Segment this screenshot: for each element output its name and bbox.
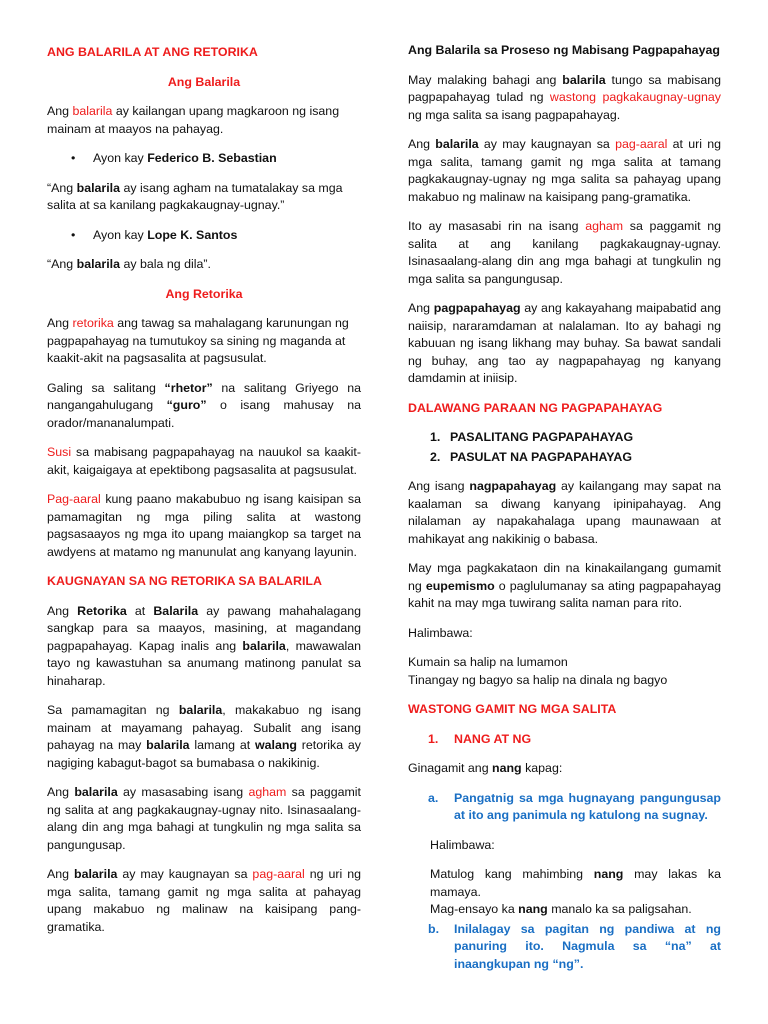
paragraph: May malaking bahagi ang balarila tungo sa mabisang pagpapahayag tulad ng wastong pagkakaugnay-ugnay ng mga salita sa isang pagpapahayag. (408, 72, 721, 122)
paragraph: Ginagamit ang nang kapag: (408, 761, 563, 775)
example-line: Matulog kang mahimbing nang may lakas ka mamaya. (430, 867, 721, 899)
example-line: Tinangay ng bagyo sa halip na dinala ng bagyo (408, 672, 668, 687)
bullet-item: • Ayon kay Lope K. Santos (47, 227, 361, 245)
paragraph: Galing sa salitang “rhetor” na salitang Griyego na nangangahulugang “guro” o isang mahusay na orador/mananalumpati. (47, 380, 362, 430)
paragraph: Sa pamamagitan ng balarila, makakabuo ng isang mainam at mayamang pahayag. Subalit ang isang pahayag na may balarila lamang at walang retorika ay nagiging kabagut-bagot sa bumabasa o nakikinig. (47, 703, 362, 770)
section-title: Ang Balarila sa Proseso ng Mabisang Pagpapahayag (408, 43, 720, 57)
lettered-item: b. Inilalagay sa pagitan ng pandiwa at ng panuring ito. Nagmula sa “na” at inaangkupan ng “ng”. (428, 921, 721, 971)
paragraph: Ang balarila ay masasabing isang agham sa paggamit ng salita at ang pagkakaugnay-ugnay nito. Isinasaalang-alang din ang mga bahagi at tungkulin ng mga salita sa pangungusap. (47, 785, 361, 852)
list-item: 2. PASULAT NA PAGPAPAHAYAG (430, 449, 632, 464)
paragraph: May mga pagkakataon din na kinakailangang gumamit ng eupemismo o paglulumanay sa ating pagpapahayag kahit na may mga tuwirang salita naman para rito. (408, 561, 721, 610)
right-column (408, 40, 721, 973)
list-item: 1. PASALITANG PAGPAPAHAYAG (430, 430, 634, 444)
left-column (47, 40, 361, 936)
numbered-list (408, 429, 721, 466)
bullet-icon: • (71, 151, 76, 165)
example-label: Halimbawa: (408, 625, 473, 640)
example-line: Kumain sa halip na lumamon (408, 655, 568, 669)
example-label: Halimbawa: (430, 837, 495, 852)
section-heading: WASTONG GAMIT NG MGA SALITA (408, 702, 617, 716)
paragraph: Susi sa mabisang pagpapahayag na nauukol sa kaakit-akit, kaigaigaya at epektibong pagsasalita at pagsusulat. (47, 445, 361, 477)
lettered-item: a. Pangatnig sa mga hugnayang pangungusap at ito ang panimula ng katulong na sugnay. (428, 790, 721, 822)
bullet-icon: • (71, 227, 76, 242)
subsection-heading: 1. NANG AT NG (428, 731, 532, 746)
example-line: Mag-ensayo ka nang manalo ka sa paligsahan. (430, 902, 692, 916)
section-heading: KAUGNAYAN SA NG RETORIKA SA BALARILA (47, 574, 322, 588)
paragraph: Ang balarila ay kailangan upang magkaroon ng isang mainam at maayos na pahayag. (47, 104, 340, 136)
bullet-item: • Ayon kay Federico B. Sebastian (47, 150, 361, 168)
section-heading: DALAWANG PARAAN NG PAGPAPAHAYAG (408, 400, 663, 415)
paragraph: Ang retorika ang tawag sa mahalagang karunungan ng pagpapahayag na tumutukoy sa sining ng maganda at kaakit-akit na pagsasalita at pagsusulat. (47, 316, 349, 365)
paragraph: Ito ay masasabi rin na isang agham sa paggamit ng salita at ang kanilang pagkakaugnay-ugnay. Isinasaalang-alang din ang mga bahagi at tungkulin ng mga salita sa pangungusap. (408, 219, 721, 286)
main-title: ANG BALARILA AT ANG RETORIKA (47, 45, 258, 59)
paragraph: Pag-aaral kung paano makabubuo ng isang kaisipan sa pamamagitan ng mga piling salita at wastong pagsasaayos ng mga ito upang maiangkop sa target na awdyens at matamo ng manunulat ang kanyang layunin. (47, 492, 361, 559)
subtitle-retorika: Ang Retorika (165, 286, 243, 301)
paragraph: Ang pagpapahayag ay ang kakayahang maipabatid ang naiisip, nararamdaman at nalalaman. Ito ay bahagi ng kabuuan ng isang likhang may buhay. Sa bawat sandali ng buhay, ang tao ay nagpapahayag ng kanyang damdamin at iniisip. (408, 301, 721, 385)
subtitle-balarila: Ang Balarila (167, 74, 241, 89)
quote: “Ang balarila ay isang agham na tumatalakay sa mga salita at sa kanilang pagkakaugnay-ugnay.” (47, 180, 343, 212)
paragraph: Ang balarila ay may kaugnayan sa pag-aaral at uri ng mga salita, tamang gamit ng mga salita at tamang pagkakaugnay-ugnay ng mga salita sa pahayag upang makabuo ng malinaw na kaisipang pang-gramatika. (408, 137, 721, 204)
paragraph: Ang Retorika at Balarila ay pawang mahahalagang sangkap para sa maayos, masining, at magandang pagpapahayag. Kapag inalis ang balarila, mawawalan tayo ng kawastuhan sa anumang matinong panulat sa hinaharap. (47, 603, 362, 688)
paragraph: Ang balarila ay may kaugnayan sa pag-aaral ng uri ng mga salita, tamang gamit ng mga salita at pahayag upang makabuo ng malinaw na kaisipang pang-gramatika. (47, 867, 361, 934)
quote: “Ang balarila ay bala ng dila”. (47, 257, 211, 271)
paragraph: Ang isang nagpapahayag ay kailangang may sapat na kaalaman sa diwang kanyang ipinipahayag. Ang nilalaman ay napakahalaga upang maunawaan at mahikayat ang nakikinig o babasa. (408, 479, 721, 546)
